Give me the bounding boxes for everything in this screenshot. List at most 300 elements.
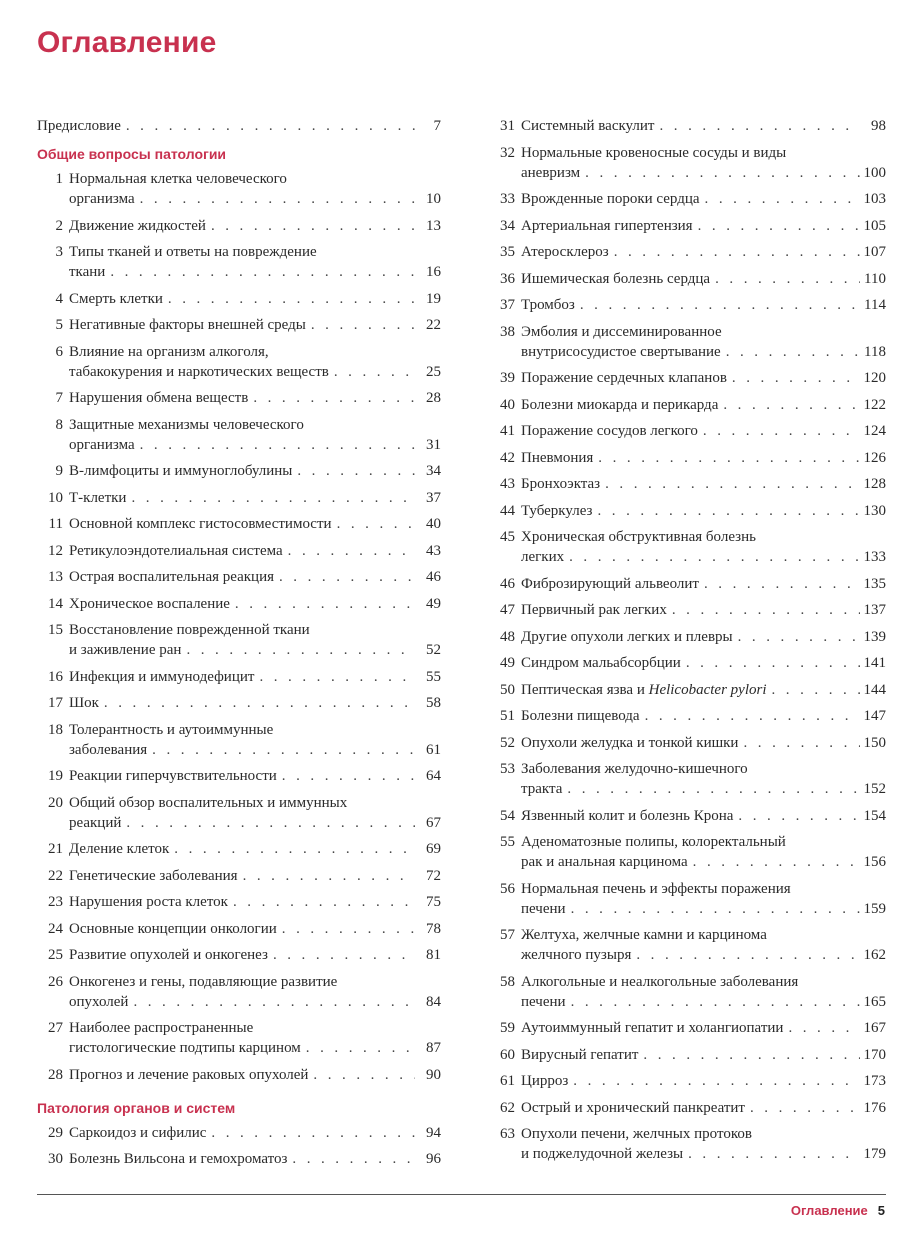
- entry-title-line: Саркоидоз и сифилис: [69, 1124, 207, 1141]
- leader-dots: [140, 435, 415, 455]
- chapter-number: 3: [55, 244, 63, 260]
- entry-title-line: Язвенный колит и болезнь Крона: [521, 807, 734, 824]
- toc-list-organs-continued: [489, 116, 886, 1164]
- entry-title-line: Туберкулез: [521, 502, 593, 519]
- entry-title-line: Желтуха, желчные камни и карцинома: [521, 927, 767, 943]
- entry-page: 52: [426, 642, 441, 658]
- entry-title-line: Нарушения роста клеток: [69, 894, 228, 910]
- entry-title-line: внутрисосудистое свертывание: [521, 343, 721, 360]
- entry-title-line: Защитные механизмы человеческого: [69, 416, 304, 433]
- entry-title-line: Первичный рак легких: [521, 602, 667, 618]
- entry-title-line: Толерантность и аутоиммунные: [69, 721, 274, 738]
- entry-title-line: и заживление ран: [69, 642, 182, 658]
- toc-entry[interactable]: [489, 501, 886, 521]
- entry-title-line: печени: [521, 900, 566, 917]
- entry-title-line: Хроническая обструктивная болезнь: [521, 529, 756, 545]
- toc-entry[interactable]: [489, 1045, 886, 1065]
- leader-dots: [282, 766, 415, 786]
- toc-entry[interactable]: [489, 269, 886, 289]
- leader-dots: [643, 1045, 859, 1065]
- toc-entry[interactable]: [37, 1018, 441, 1058]
- leader-dots: [152, 740, 415, 760]
- leader-dots: [743, 733, 859, 753]
- leader-dots: [738, 806, 859, 826]
- entry-page: 49: [426, 595, 441, 612]
- toc-entry[interactable]: [489, 448, 886, 468]
- entry-page: 128: [863, 476, 886, 492]
- toc-list-general: [37, 169, 441, 1085]
- leader-dots: [211, 1123, 415, 1143]
- toc-entry[interactable]: [489, 574, 886, 594]
- leader-dots: [311, 315, 415, 335]
- entry-page: 122: [863, 396, 886, 413]
- toc-entry[interactable]: [489, 368, 886, 388]
- leader-dots: [750, 1098, 860, 1118]
- entry-page: 61: [426, 741, 441, 758]
- toc-entry[interactable]: [37, 793, 441, 833]
- chapter-number: 50: [500, 681, 515, 698]
- chapter-number: 57: [500, 927, 515, 943]
- section-heading-organs: Патология органов и систем: [37, 1099, 236, 1116]
- entry-title-line: Острая воспалительная реакция: [69, 569, 274, 585]
- toc-entry[interactable]: [37, 1149, 441, 1169]
- entry-title-line: заболевания: [69, 741, 148, 758]
- entry-page: 105: [863, 217, 886, 234]
- entry-title-line: Нормальная печень и эффекты поражения: [521, 880, 791, 897]
- entry-title-line: Поражение сосудов легкого: [521, 423, 698, 439]
- entry-title-line: Болезни миокарда и перикарда: [521, 396, 719, 413]
- leader-dots: [573, 1071, 859, 1091]
- toc-entry[interactable]: [37, 720, 441, 760]
- entry-title-line: Цирроз: [521, 1073, 569, 1089]
- chapter-number: 46: [500, 575, 515, 592]
- leader-dots: [288, 541, 415, 561]
- toc-list-organs: [37, 1123, 441, 1170]
- entry-page: 154: [863, 807, 886, 824]
- entry-page: 87: [426, 1040, 441, 1056]
- page-title: Оглавление: [37, 26, 217, 59]
- entry-title-line: легких: [521, 549, 565, 565]
- toc-entry[interactable]: [37, 169, 441, 209]
- entry-title-line: Нормальная клетка человеческого: [69, 171, 287, 187]
- leader-dots: [788, 1018, 859, 1038]
- chapter-number: 4: [55, 290, 63, 307]
- footer-divider: [37, 1194, 886, 1195]
- entry-page: 81: [426, 947, 441, 963]
- chapter-number: 14: [48, 595, 63, 612]
- toc-entry[interactable]: [489, 1124, 886, 1164]
- entry-page: 7: [433, 118, 441, 134]
- leader-dots: [337, 514, 415, 534]
- toc-entry[interactable]: [489, 322, 886, 362]
- entry-title-line: Врожденные пороки сердца: [521, 191, 700, 207]
- entry-page: 100: [863, 164, 886, 181]
- entry-title-line: Опухоли печени, желчных протоков: [521, 1126, 752, 1142]
- leader-dots: [723, 395, 859, 415]
- toc-entry[interactable]: [37, 620, 441, 660]
- entry-page: 69: [426, 841, 441, 857]
- leader-dots: [693, 852, 860, 872]
- entry-page: 19: [426, 290, 441, 307]
- entry-page: 176: [863, 1099, 886, 1116]
- entry-title-line: Общий обзор воспалительных и иммунных: [69, 794, 348, 811]
- chapter-number: 19: [48, 768, 63, 784]
- toc-entry[interactable]: [489, 474, 886, 494]
- toc-entry[interactable]: [37, 342, 441, 382]
- entry-title-line: печени: [521, 993, 566, 1010]
- toc-entry[interactable]: [37, 289, 441, 309]
- toc-column-left: [37, 116, 441, 1176]
- entry-title-line: Поражение сердечных клапанов: [521, 370, 727, 386]
- leader-dots: [126, 116, 415, 136]
- toc-entry[interactable]: [489, 653, 886, 673]
- chapter-number: 20: [48, 794, 63, 811]
- entry-title-line: рак и анальная карцинома: [521, 854, 688, 870]
- toc-entry[interactable]: [489, 806, 886, 826]
- chapter-number: 54: [500, 807, 515, 824]
- entry-title-line: Шок: [69, 695, 99, 711]
- leader-dots: [306, 1038, 415, 1058]
- entry-page: 34: [426, 463, 441, 479]
- toc-entry[interactable]: [37, 866, 441, 886]
- toc-entry[interactable]: [489, 627, 886, 647]
- toc-entry[interactable]: [37, 388, 441, 408]
- chapter-number: 6: [55, 343, 63, 360]
- entry-page: 40: [426, 516, 441, 532]
- leader-dots: [140, 189, 415, 209]
- chapter-number: 59: [500, 1020, 515, 1036]
- entry-page: 103: [863, 191, 886, 207]
- leader-dots: [686, 653, 860, 673]
- entry-page: 64: [426, 768, 441, 784]
- page-number: 5: [877, 1203, 885, 1218]
- entry-title-line: Другие опухоли легких и плевры: [521, 628, 733, 645]
- toc-entry[interactable]: [489, 1098, 886, 1118]
- leader-dots: [571, 992, 860, 1012]
- entry-title-line: Системный васкулит: [521, 118, 655, 134]
- entry-title-line: тракта: [521, 781, 563, 797]
- leader-dots: [334, 362, 415, 382]
- leader-dots: [738, 627, 860, 647]
- toc-entry[interactable]: [37, 461, 441, 481]
- entry-page: 147: [863, 708, 886, 724]
- toc-entry[interactable]: [37, 541, 441, 561]
- toc-entry[interactable]: [37, 766, 441, 786]
- entry-title-line: и поджелудочной железы: [521, 1146, 684, 1162]
- entry-page: 43: [426, 542, 441, 559]
- entry-page: 22: [426, 317, 441, 333]
- leader-dots: [133, 992, 415, 1012]
- entry-page: 159: [863, 900, 886, 917]
- toc-entry[interactable]: [489, 242, 886, 262]
- chapter-number: 43: [500, 476, 515, 492]
- chapter-number: 60: [500, 1046, 515, 1063]
- entry-title-line: Восстановление поврежденной ткани: [69, 622, 310, 638]
- toc-entry[interactable]: [489, 972, 886, 1012]
- entry-title-line: Артериальная гипертензия: [521, 217, 693, 234]
- chapter-number: 41: [500, 423, 515, 439]
- entry-title-line: гистологические подтипы карцином: [69, 1040, 301, 1056]
- chapter-number: 52: [500, 734, 515, 751]
- toc-entry[interactable]: [37, 892, 441, 912]
- toc-entry[interactable]: [489, 216, 886, 236]
- toc-entry[interactable]: [489, 421, 886, 441]
- entry-page: 165: [863, 993, 886, 1010]
- leader-dots: [126, 813, 415, 833]
- toc-column-right: [489, 116, 886, 1171]
- entry-page: 173: [863, 1073, 886, 1089]
- entry-title-line: Негативные факторы внешней среды: [69, 317, 306, 333]
- entry-title-line: Фиброзирующий альвеолит: [521, 575, 699, 592]
- leader-dots: [645, 706, 860, 726]
- chapter-number: 15: [48, 622, 63, 638]
- section-heading-general: Общие вопросы патологии: [37, 146, 227, 162]
- entry-title-line: Т-клетки: [69, 489, 127, 506]
- entry-page: 124: [863, 423, 886, 439]
- leader-dots: [569, 547, 859, 567]
- entry-page: 10: [426, 191, 441, 207]
- toc-entry[interactable]: [37, 919, 441, 939]
- toc-entry[interactable]: [37, 415, 441, 455]
- entry-page: 162: [863, 947, 886, 963]
- entry-title-line: Вирусный гепатит: [521, 1046, 639, 1063]
- entry-title-line: Инфекция и иммунодефицит: [69, 668, 255, 685]
- toc-entry[interactable]: [489, 925, 886, 965]
- leader-dots: [704, 574, 860, 594]
- entry-title-line: Влияние на организм алкоголя,: [69, 343, 269, 360]
- entry-title-line: Опухоли желудка и тонкой кишки: [521, 734, 739, 751]
- entry-title-line: Развитие опухолей и онкогенез: [69, 947, 268, 963]
- chapter-number: 23: [48, 894, 63, 910]
- entry-title-line: Пневмония: [521, 449, 594, 466]
- entry-page: 130: [863, 502, 886, 519]
- leader-dots: [168, 289, 415, 309]
- leader-dots: [703, 421, 860, 441]
- entry-page: 135: [863, 575, 886, 592]
- leader-dots: [598, 448, 859, 468]
- entry-title-line: Ретикулоэндотелиальная система: [69, 542, 283, 559]
- entry-page: 133: [863, 549, 886, 565]
- chapter-number: 38: [500, 323, 515, 340]
- toc-entry[interactable]: [37, 242, 441, 282]
- toc-entry[interactable]: [489, 706, 886, 726]
- entry-page: 13: [426, 217, 441, 234]
- leader-dots: [243, 866, 415, 886]
- leader-dots: [259, 667, 415, 687]
- entry-title-line: Нормальные кровеносные сосуды и виды: [521, 144, 787, 161]
- toc-entry[interactable]: [37, 667, 441, 687]
- leader-dots: [732, 368, 860, 388]
- leader-dots: [567, 779, 859, 799]
- chapter-number: 55: [500, 834, 515, 850]
- leader-dots: [273, 945, 415, 965]
- entry-title-line: Ишемическая болезнь сердца: [521, 270, 711, 287]
- entry-page: 28: [426, 390, 441, 406]
- chapter-number: 21: [48, 841, 63, 857]
- entry-title-line: Генетические заболевания: [69, 867, 238, 884]
- toc-entry[interactable]: [489, 879, 886, 919]
- chapter-number: 34: [500, 217, 515, 234]
- chapter-number: 2: [55, 217, 63, 234]
- chapter-number: 48: [500, 628, 515, 645]
- entry-title-line: Атеросклероз: [521, 244, 609, 260]
- entry-page: 16: [426, 264, 441, 280]
- toc-entry[interactable]: [37, 315, 441, 335]
- chapter-number: 63: [500, 1126, 515, 1142]
- entry-page: 156: [863, 854, 886, 870]
- chapter-number: 13: [48, 569, 63, 585]
- entry-title-line: Пептическая язва и Helicobacter pylori: [521, 681, 767, 698]
- entry-page: 107: [863, 244, 886, 260]
- leader-dots: [313, 1065, 415, 1085]
- entry-title-line: опухолей: [69, 993, 129, 1010]
- entry-page: 84: [426, 993, 441, 1010]
- chapter-number: 18: [48, 721, 63, 738]
- entry-page: 31: [426, 436, 441, 453]
- toc-entry[interactable]: [489, 189, 886, 209]
- toc-entry[interactable]: [489, 527, 886, 567]
- toc-entry[interactable]: [37, 567, 441, 587]
- entry-page: 120: [863, 370, 886, 386]
- chapter-number: 16: [48, 668, 63, 685]
- entry-page: 179: [863, 1146, 886, 1162]
- leader-dots: [110, 262, 415, 282]
- chapter-number: 49: [500, 655, 515, 671]
- entry-page: 98: [871, 118, 886, 134]
- toc-entry[interactable]: [489, 395, 886, 415]
- entry-title-line: желчного пузыря: [521, 947, 632, 963]
- leader-dots: [688, 1144, 859, 1164]
- toc-entry[interactable]: [489, 143, 886, 183]
- leader-dots: [174, 839, 415, 859]
- chapter-number: 5: [55, 317, 63, 333]
- entry-page: 67: [426, 814, 441, 831]
- chapter-number: 62: [500, 1099, 515, 1116]
- chapter-number: 25: [48, 947, 63, 963]
- leader-dots: [571, 899, 860, 919]
- entry-title-line: Онкогенез и гены, подавляющие развитие: [69, 973, 338, 990]
- chapter-number: 33: [500, 191, 515, 207]
- toc-entry[interactable]: [489, 680, 886, 700]
- chapter-number: 42: [500, 449, 515, 466]
- toc-entry[interactable]: [489, 116, 886, 136]
- toc-entry-preface[interactable]: [37, 116, 441, 136]
- toc-entry[interactable]: [37, 1065, 441, 1085]
- chapter-number: 37: [500, 297, 515, 313]
- leader-dots: [605, 474, 859, 494]
- toc-entry[interactable]: [37, 216, 441, 236]
- entry-title-line: Тромбоз: [521, 297, 575, 313]
- entry-title-line: Типы тканей и ответы на повреждение: [69, 244, 317, 260]
- entry-page: 96: [426, 1151, 441, 1167]
- chapter-number: 40: [500, 396, 515, 413]
- toc-entry[interactable]: [489, 832, 886, 872]
- chapter-number: 11: [48, 516, 63, 532]
- entry-page: 90: [426, 1066, 441, 1083]
- entry-page: 144: [863, 681, 886, 698]
- toc-entry[interactable]: [489, 733, 886, 753]
- entry-title-line: Основные концепции онкологии: [69, 920, 277, 937]
- toc-entry[interactable]: [37, 594, 441, 614]
- entry-page: 139: [863, 628, 886, 645]
- chapter-number: 9: [55, 463, 63, 479]
- entry-title-line: Движение жидкостей: [69, 217, 206, 234]
- entry-title-line: организма: [69, 436, 135, 453]
- chapter-number: 10: [48, 489, 63, 506]
- entry-title-line: Болезни пищевода: [521, 708, 640, 724]
- toc-entry[interactable]: [489, 759, 886, 799]
- entry-page: 25: [426, 363, 441, 380]
- entry-page: 167: [863, 1020, 886, 1036]
- chapter-number: 29: [48, 1124, 63, 1141]
- toc-entry[interactable]: [489, 600, 886, 620]
- leader-dots: [672, 600, 860, 620]
- chapter-number: 36: [500, 270, 515, 287]
- toc-entry[interactable]: [489, 1071, 886, 1091]
- entry-title-line: Реакции гиперчувствительности: [69, 768, 277, 784]
- chapter-number: 53: [500, 761, 515, 777]
- leader-dots: [636, 945, 859, 965]
- chapter-number: 22: [48, 867, 63, 884]
- leader-dots: [282, 919, 415, 939]
- toc-entry[interactable]: [37, 972, 441, 1012]
- leader-dots: [585, 163, 859, 183]
- leader-dots: [235, 594, 415, 614]
- toc-entry[interactable]: [489, 1018, 886, 1038]
- toc-entry[interactable]: [37, 945, 441, 965]
- entry-page: 58: [426, 695, 441, 711]
- entry-title: Предисловие: [37, 118, 121, 134]
- entry-page: 110: [864, 270, 886, 287]
- chapter-number: 47: [500, 602, 515, 618]
- leader-dots: [297, 461, 415, 481]
- entry-title-line: Аутоиммунный гепатит и холангиопатии: [521, 1020, 784, 1036]
- entry-page: 141: [863, 655, 886, 671]
- entry-title-line: Бронхоэктаз: [521, 476, 601, 492]
- entry-page: 94: [426, 1124, 441, 1141]
- toc-entry[interactable]: [37, 488, 441, 508]
- chapter-number: 45: [500, 529, 515, 545]
- toc-entry[interactable]: [37, 514, 441, 534]
- entry-page: 37: [426, 489, 441, 506]
- entry-title-line: Болезнь Вильсона и гемохроматоз: [69, 1151, 288, 1167]
- leader-dots: [292, 1149, 415, 1169]
- entry-title-line: Основной комплекс гистосовместимости: [69, 516, 332, 532]
- entry-page: 72: [426, 867, 441, 884]
- leader-dots: [698, 216, 860, 236]
- footer-label: Оглавление: [790, 1203, 868, 1218]
- entry-page: 152: [863, 781, 886, 797]
- entry-title-line: организма: [69, 191, 135, 207]
- chapter-number: 61: [500, 1073, 515, 1089]
- entry-title-line: Синдром мальабсорбции: [521, 655, 681, 671]
- toc-entry[interactable]: [37, 839, 441, 859]
- entry-title-line: B-лимфоциты и иммуноглобулины: [69, 463, 293, 479]
- entry-page: 46: [426, 569, 441, 585]
- toc-entry[interactable]: [489, 295, 886, 315]
- entry-title-line: табакокурения и наркотических веществ: [69, 363, 329, 380]
- chapter-number: 58: [500, 973, 515, 990]
- leader-dots: [772, 680, 860, 700]
- entry-title-line: Эмболия и диссеминированное: [521, 323, 722, 340]
- leader-dots: [705, 189, 860, 209]
- toc-entry[interactable]: [37, 1123, 441, 1143]
- entry-title-line: Прогноз и лечение раковых опухолей: [69, 1066, 309, 1083]
- entry-title-line: Наиболее распространенные: [69, 1020, 254, 1036]
- toc-entry[interactable]: [37, 693, 441, 713]
- chapter-number: 39: [500, 370, 515, 386]
- leader-dots: [614, 242, 860, 262]
